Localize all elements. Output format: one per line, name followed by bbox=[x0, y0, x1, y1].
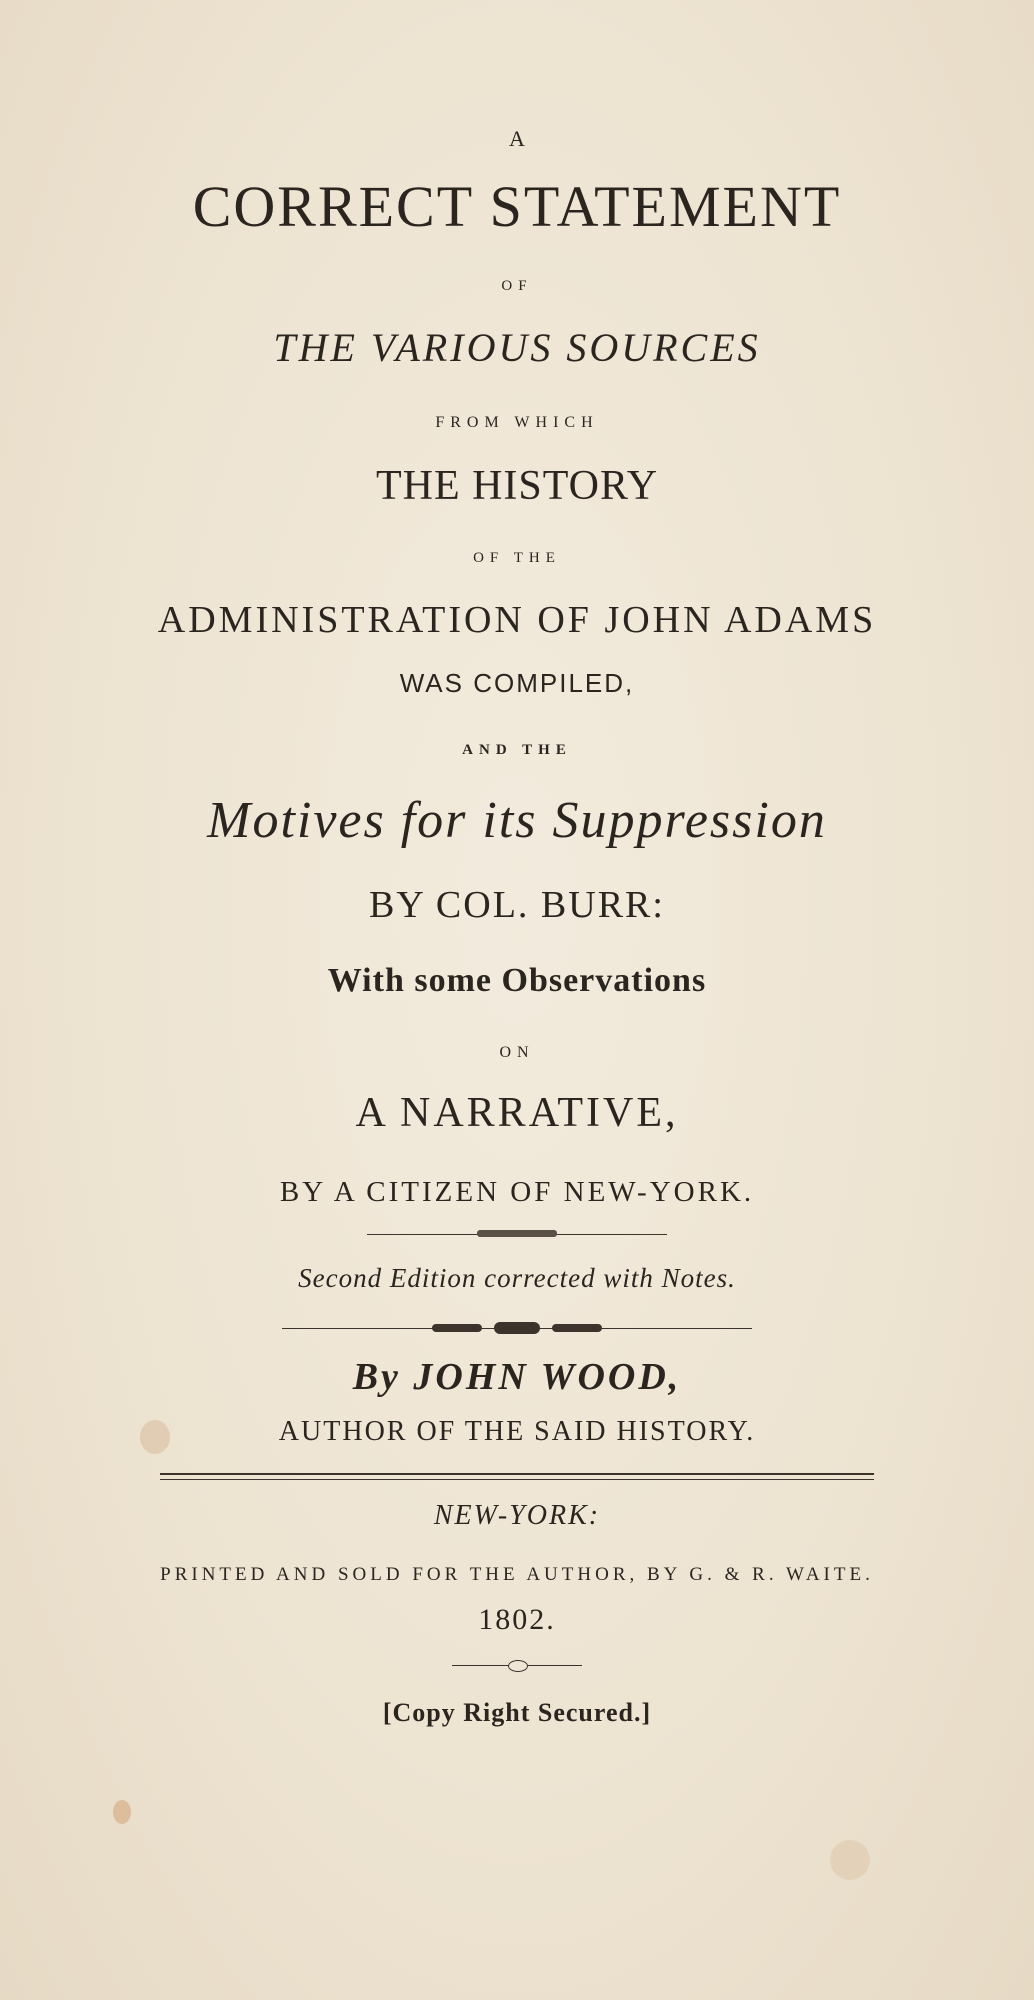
a-narrative: A NARRATIVE, bbox=[355, 1090, 679, 1136]
on-line: ON bbox=[499, 1044, 535, 1061]
small-ornament bbox=[452, 1660, 582, 1670]
administration-line: ADMINISTRATION OF JOHN ADAMS bbox=[157, 599, 877, 641]
printer-line: PRINTED AND SOLD FOR THE AUTHOR, BY G. & R. WAITE. bbox=[160, 1564, 874, 1585]
ornamental-rule bbox=[367, 1228, 667, 1240]
double-rule bbox=[160, 1473, 874, 1481]
ornamental-rule bbox=[282, 1320, 752, 1336]
by-citizen-line: BY A CITIZEN OF NEW-YORK. bbox=[279, 1176, 755, 1208]
motives-line: Motives for its Suppression bbox=[207, 792, 827, 849]
foxing-spot bbox=[113, 1800, 131, 1824]
of-line: OF bbox=[501, 278, 533, 294]
author-name-line: By JOHN WOOD, bbox=[352, 1356, 682, 1398]
the-history: THE HISTORY bbox=[375, 463, 659, 509]
foxing-spot bbox=[830, 1840, 870, 1880]
second-edition-line: Second Edition corrected with Notes. bbox=[298, 1263, 736, 1293]
title-article: A bbox=[509, 126, 525, 151]
by-col-burr: BY COL. BURR: bbox=[369, 884, 665, 926]
place-line: NEW-YORK: bbox=[433, 1500, 601, 1531]
and-the-line: AND THE bbox=[462, 742, 572, 758]
year-line: 1802. bbox=[478, 1603, 556, 1636]
copyright-line: [Copy Right Secured.] bbox=[382, 1698, 652, 1727]
of-the-line: OF THE bbox=[473, 550, 561, 566]
from-which-line: FROM WHICH bbox=[435, 414, 599, 431]
title-main: CORRECT STATEMENT bbox=[192, 174, 842, 239]
author-of-line: AUTHOR OF THE SAID HISTORY. bbox=[278, 1416, 756, 1447]
various-sources: THE VARIOUS SOURCES bbox=[273, 325, 761, 370]
was-compiled-line: WAS COMPILED, bbox=[399, 668, 635, 698]
with-observations: With some Observations bbox=[327, 962, 707, 999]
